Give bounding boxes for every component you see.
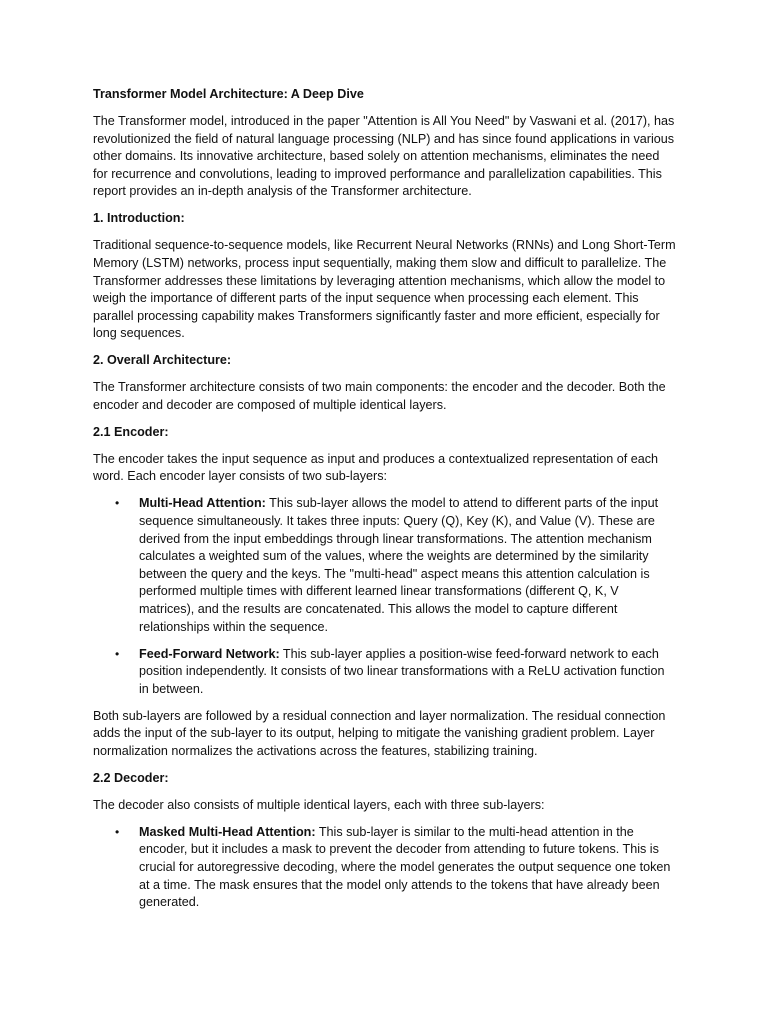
- intro-paragraph: The Transformer model, introduced in the paper "Attention is All You Need" by Vaswani et al. (2017), has revolutionized the field of natural language processing (NLP) and has since found applications in various other domains. Its innovative architecture, based solely on attention mechanisms, eliminates the need for recurrence and convolutions, leading to improved performance and parallelization capabilities. This report provides an in-depth analysis of the Transformer architecture.: [93, 113, 675, 199]
- bullet-text: This sub-layer is similar to the multi-head attention in the encoder, but it includes a mask to prevent the decoder from attending to future tokens. This is crucial for autoregressive decoding, where the model generates the output sequence one token at a time. The mask ensures that the model only attends to the tokens that have already been generated.: [139, 824, 671, 910]
- encoder-followup-paragraph: Both sub-layers are followed by a residual connection and layer normalization. The residual connection adds the input of the sub-layer to its output, helping to mitigate the vanishing gradient problem. Layer normalization normalizes the activations across the features, stabilizing training.: [93, 708, 666, 758]
- decoder-paragraph: The decoder also consists of multiple identical layers, each with three sub-layers:: [93, 797, 545, 812]
- list-item: [93, 495, 677, 636]
- document-page: [93, 86, 677, 921]
- overall-architecture-paragraph: The Transformer architecture consists of two main components: the encoder and the decoder. Both the encoder and decoder are composed of multiple identical layers.: [93, 380, 666, 412]
- section-heading-decoder: 2.2 Decoder:: [93, 770, 169, 785]
- bullet-term: Masked Multi-Head Attention:: [139, 824, 316, 839]
- section-heading-introduction: 1. Introduction:: [93, 211, 185, 226]
- encoder-paragraph: The encoder takes the input sequence as input and produces a contextualized representation of each word. Each encoder layer consists of two sub-layers:: [93, 451, 659, 484]
- bullet-term: Multi-Head Attention:: [139, 496, 266, 511]
- bullet-text: This sub-layer applies a position-wise feed-forward network to each position independently. It consists of two linear transformations with a ReLU activation function in between.: [139, 646, 665, 696]
- bullet-icon: •: [115, 646, 120, 661]
- bullet-term: Feed-Forward Network:: [139, 646, 280, 661]
- list-item: [93, 824, 677, 912]
- decoder-bullet-list: [93, 824, 677, 912]
- bullet-text: This sub-layer allows the model to attend to different parts of the input sequence simultaneously. It takes three inputs: Query (Q), Key (K), and Value (V). These are derived from the input embeddings through linear transformations. The attention mechanism calculates a weighted sum of the values, where the weights are determined by the similarity between the query and the keys. The "multi-head" aspect means this attention calculation is performed multiple times with different learned linear transformations (different Q, K, V matrices), and the results are concatenated. This allows the model to capture different relationships within the sequence.: [139, 496, 659, 634]
- document-title: Transformer Model Architecture: A Deep Dive: [93, 87, 364, 101]
- encoder-bullet-list: [93, 495, 677, 698]
- section-heading-encoder: 2.1 Encoder:: [93, 424, 169, 439]
- section-heading-overall-architecture: 2. Overall Architecture:: [93, 353, 232, 368]
- bullet-icon: •: [115, 824, 120, 839]
- bullet-icon: •: [115, 496, 120, 511]
- introduction-paragraph: Traditional sequence-to-sequence models, like Recurrent Neural Networks (RNNs) and Long Short-Term Memory (LSTM) networks, process input sequentially, making them slow and difficult to parallelize. The Transformer addresses these limitations by leveraging attention mechanisms, which allow the model to weigh the importance of different parts of the input sequence when processing each element. This parallel processing capability makes Transformers significantly faster and more efficient, especially for long sequences.: [93, 238, 676, 341]
- list-item: [93, 646, 677, 699]
